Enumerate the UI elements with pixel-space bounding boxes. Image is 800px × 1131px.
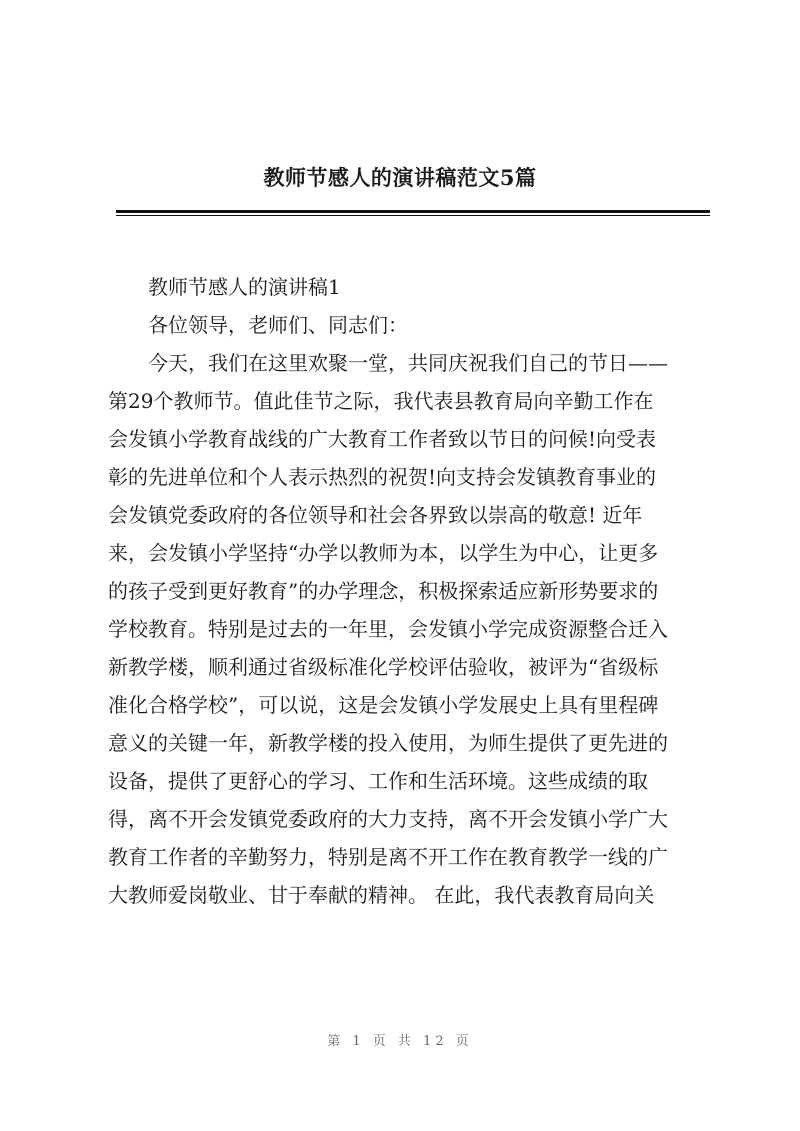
paragraph-line: 的孩子受到更好教育”的办学理念，积极探索适应新形势要求的 [108,579,659,603]
paragraph-line: 第29个教师节。值此佳节之际，我代表县教育局向辛勤工作在 [108,389,654,413]
paragraph-line: 彰的先进单位和个人表示热烈的祝贺!向支持会发镇教育事业的 [108,465,657,489]
paragraph-line: 得，离不开会发镇党委政府的大力支持，离不开会发镇小学广大 [108,807,668,831]
paragraph-line: 今天，我们在这里欢聚一堂，共同庆祝我们自己的节日—— [148,351,668,375]
paragraph-line: 准化合格学校”，可以说，这是会发镇小学发展史上具有里程碑 [108,693,659,717]
salutation: 各位领导，老师们、同志们： [148,313,408,337]
page-footer: 第 1 页 共 12 页 [327,1034,473,1049]
paragraph-line: 会发镇小学教育战线的广大教育工作者致以节日的问候!向受表 [108,427,657,451]
document-title: 教师节感人的演讲稿范文5篇 [263,165,537,190]
paragraph-line: 学校教育。特别是过去的一年里，会发镇小学完成资源整合迁入 [108,617,668,641]
paragraph-line: 意义的关键一年，新教学楼的投入使用，为师生提供了更先进的 [108,731,668,755]
section-heading: 教师节感人的演讲稿1 [148,275,341,299]
paragraph-line: 新教学楼，顺利通过省级标准化学校评估验收，被评为“省级标 [108,655,659,679]
paragraph-line: 教育工作者的辛勤努力，特别是离不开工作在教育教学一线的广 [108,845,668,869]
title-divider [116,210,710,213]
document-body [108,268,712,914]
title-divider-thin [116,215,710,216]
paragraph-line: 会发镇党委政府的各位领导和社会各界致以崇高的敬意! 近年 [108,503,643,527]
paragraph-line: 来，会发镇小学坚持“办学以教师为本，以学生为中心，让更多 [108,541,659,565]
paragraph-line: 大教师爱岗敬业、甘于奉献的精神。 在此，我代表教育局向关 [108,883,655,907]
paragraph-line: 设备，提供了更舒心的学习、工作和生活环境。这些成绩的取 [108,769,648,793]
